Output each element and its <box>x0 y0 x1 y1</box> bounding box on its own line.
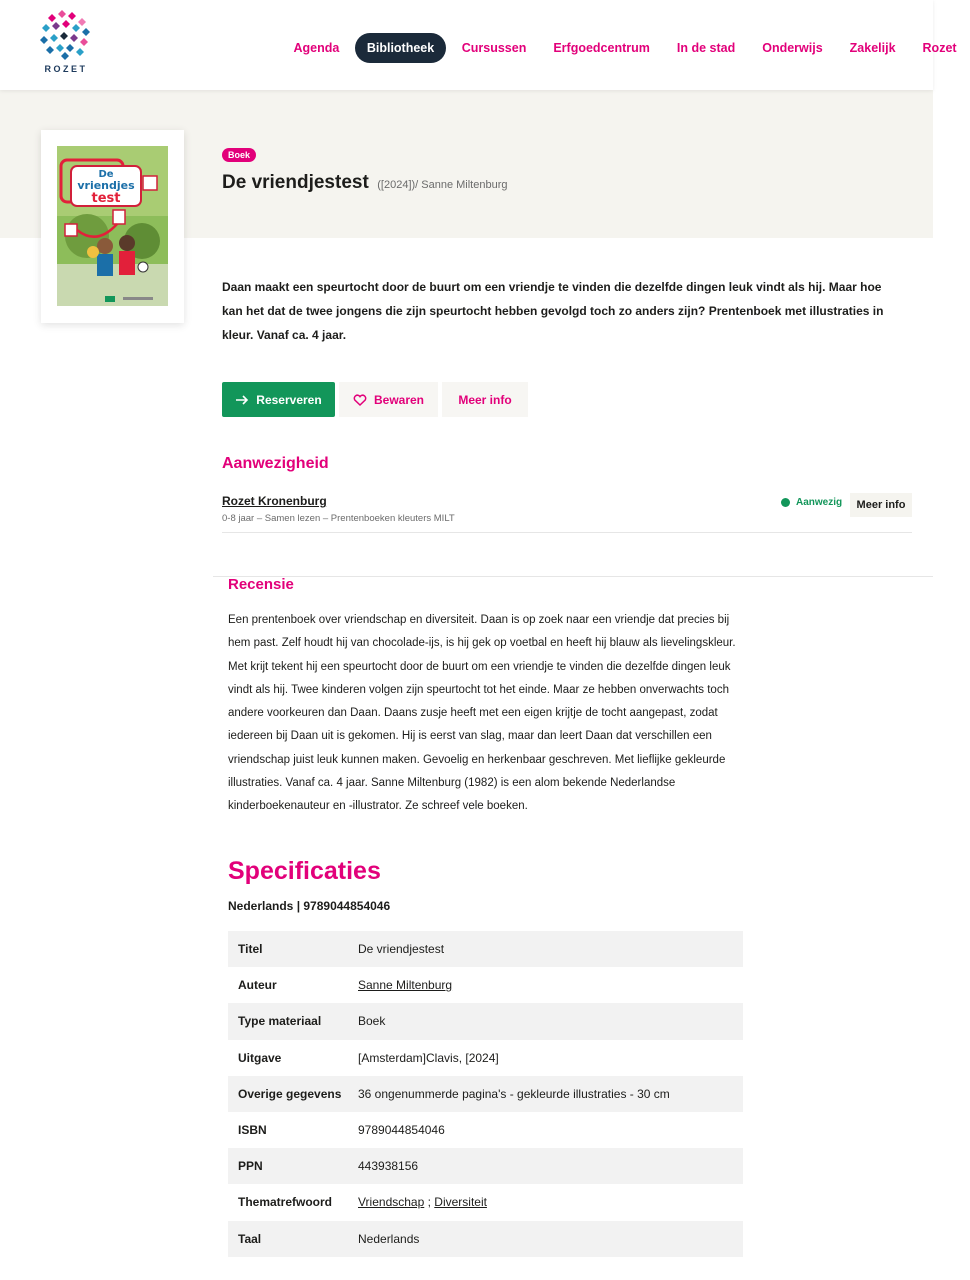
spec-value: Boek <box>358 1014 386 1029</box>
nav-item-rozet[interactable]: Rozet <box>922 41 957 55</box>
author-link[interactable]: Sanne Miltenburg <box>358 978 453 993</box>
spec-value: De vriendjestest <box>358 942 445 957</box>
cover-title-line-1: De <box>98 169 114 180</box>
status-badge <box>781 497 842 508</box>
spec-key: Thematrefwoord <box>238 1195 333 1210</box>
specs-subtitle: Nederlands | 9789044854046 <box>228 899 391 913</box>
spec-row-titel <box>228 931 743 967</box>
spec-key: Type materiaal <box>238 1014 322 1029</box>
subject-link-diversiteit[interactable]: Diversiteit <box>434 1195 487 1210</box>
nav-item-zakelijk[interactable]: Zakelijk <box>849 41 896 55</box>
status-dot-icon <box>781 498 790 507</box>
location-meta: 0-8 jaar – Samen lezen – Prentenboeken kleuters MILT <box>222 513 455 524</box>
location-divider <box>222 532 912 533</box>
specs-heading: Specificaties <box>228 857 381 885</box>
spec-key: PPN <box>238 1159 263 1174</box>
spec-value: 9789044854046 <box>358 1123 445 1138</box>
nav-item-erfgoedcentrum[interactable]: Erfgoedcentrum <box>553 41 650 55</box>
spec-row-auteur <box>228 967 743 1003</box>
arrow-right-icon <box>235 394 249 406</box>
logo-text: ROZET <box>44 64 88 74</box>
location-link[interactable]: Rozet Kronenburg <box>222 494 327 508</box>
section-divider <box>213 576 933 577</box>
nav-item-agenda[interactable]: Agenda <box>293 41 340 55</box>
type-badge: Boek <box>222 148 256 162</box>
spec-row-ppn <box>228 1148 743 1184</box>
cover-title-line-3: test <box>91 191 121 206</box>
spec-row-thematrefwoord <box>228 1184 743 1220</box>
spec-key: Overige gegevens <box>238 1086 342 1101</box>
more-info-button[interactable]: Meer info <box>442 382 528 417</box>
spec-value: [Amsterdam]Clavis, [2024] <box>358 1050 499 1065</box>
spec-row-taal <box>228 1221 743 1257</box>
book-cover-image <box>57 146 168 306</box>
rozet-logo[interactable] <box>38 8 94 78</box>
book-cover-card[interactable] <box>41 130 184 323</box>
spec-row-uitgave <box>228 1040 743 1076</box>
review-heading: Recensie <box>228 576 294 593</box>
reserve-button[interactable] <box>222 382 335 417</box>
save-label: Bewaren <box>373 392 425 407</box>
spec-value: 36 ongenummerde pagina's - gekleurde illustraties - 30 cm <box>358 1086 670 1101</box>
nav-item-bibliotheek[interactable]: Bibliotheek <box>355 33 446 63</box>
subject-link-vriendschap[interactable]: Vriendschap <box>358 1195 425 1210</box>
heart-icon <box>353 394 367 406</box>
subject-separator: ; <box>424 1195 435 1210</box>
book-title: De vriendjestest <box>222 172 369 193</box>
spec-key: Uitgave <box>238 1050 282 1065</box>
availability-heading: Aanwezigheid <box>222 455 329 472</box>
nav-item-cursussen[interactable]: Cursussen <box>461 41 527 55</box>
nav-item-onderwijs[interactable]: Onderwijs <box>762 41 823 55</box>
specs-table <box>228 931 743 1257</box>
status-label: Aanwezig <box>796 497 843 508</box>
book-description: Daan maakt een speurtocht door de buurt om een vriendje te vinden die dezelfde dingen leuk vindt als hij. Maar hoe kan het dat de twee jongens die zijn speurtocht hebben gevolgd toch zo anders zijn? Prentenboek met illustraties in kleur. Vanaf ca. 4 jaar. <box>222 280 884 342</box>
logo-flower-icon <box>38 8 94 62</box>
title-row <box>222 172 508 194</box>
spec-row-overige <box>228 1076 743 1112</box>
main-nav <box>280 33 970 63</box>
cover-title-line-2: vriendjes <box>77 179 135 192</box>
save-button[interactable] <box>339 382 438 417</box>
spec-value: 443938156 <box>358 1159 419 1174</box>
spec-row-isbn <box>228 1112 743 1148</box>
spec-key: ISBN <box>238 1123 267 1138</box>
location-info-button[interactable]: Meer info <box>850 493 912 517</box>
site-header <box>0 0 957 90</box>
reserve-label: Reserveren <box>256 392 322 407</box>
spec-key: Auteur <box>238 978 277 993</box>
spec-row-type <box>228 1003 743 1039</box>
book-meta: ([2024])/ Sanne Miltenburg <box>377 179 508 191</box>
nav-item-in-de-stad[interactable]: In de stad <box>676 41 736 55</box>
spec-key: Taal <box>238 1231 262 1246</box>
spec-key: Titel <box>238 942 263 957</box>
review-text: Een prentenboek over vriendschap en diversiteit. Daan is op zoek naar een vriendje dat precies bij hem past. Zelf houdt hij van chocolade-ijs, is hij gek op voetbal en heeft hij blauw als lievelingskleur. Met krijt tekent hij een speurtocht door de buurt om een vriendje te vinden die dezelfde dingen leuk vindt als hij. Twee kinderen volgen zijn speurtocht tot het einde. Maar ze hebben onverwachts toch andere voorkeuren dan Daan. Daans zusje heeft met een eigen krijtje de tocht aangepast, zodat iedereen bij Daan uit is gekomen. Hij is eerst van slag, maar dan leert Daan dat verschillen een vriendschap juist leuk kunnen maken. Gevoelig en herkenbaar geschreven. Met lieflijke gekleurde illustraties. Vanaf ca. 4 jaar. Sanne Miltenburg (1982) is een alom bekende Nederlandse kinderboekenauteur en -illustrator. Ze schreef vele boeken. <box>228 614 736 813</box>
spec-value: Nederlands <box>358 1231 420 1246</box>
